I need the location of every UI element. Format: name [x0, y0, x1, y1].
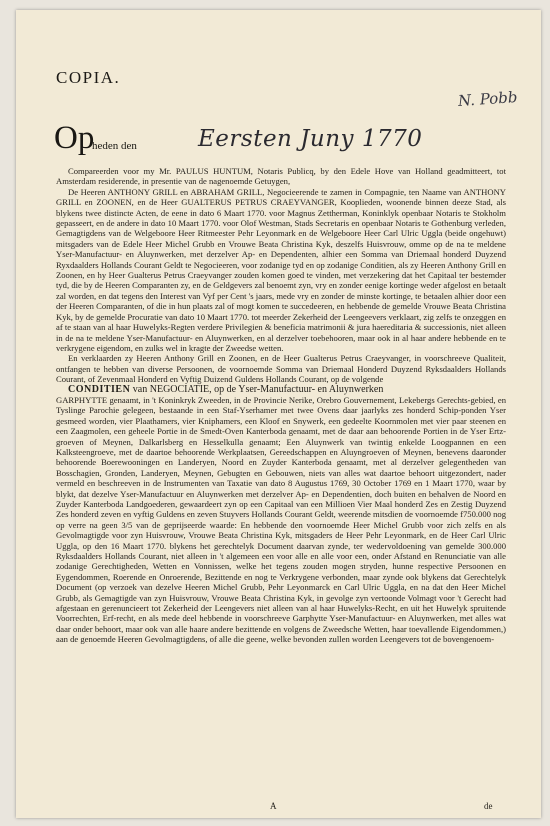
- conditions-text: GARPHYTTE genaamt, in 't Koninkryk Zweeden, in de Provincie Nerike, Orebro Gouvernement, Lekebergs Gerechts-gebied, en Tyslinge Parochie gelegeen, bestaande in een Staf-Yserhamer met twee Ovens daar jaarlyks zes honderd Schip-ponden Yser gesmeed worden, vier Plaathamers, vier Kniphamers, een Kloof en Snywerk, een gedeelte Koornmolen met vier paar steenen en een Zaagmolen, een geheele Portie in de Smedt-Oven Kanterboda genaamt, met de daar aan behoorende Portien in de Yser Ertz-groeven of Meynen, Dalkarlsberg en Hesselkulla genaamt; Een Aluynwerk van twintig enkelde Loogpannen en een Kalksteengroeve, met de daartoe behoorende Werkplaatsen, Gereedschappen en Aluyngroeven of Meynen, benevens daaronder behoorende Boerewooningen en Landeryen, Noord en Zuyder Kanterboda genaamt, met al derzelver gelegentheden van Bosschagien, Gronden, Landeryen, Meynen, Gebugten en Gebouwen, niets van alles wat daartoe behoort uitgezondert, nader vermeld en beschreeven in de Instrumenten van Taxatie van dato 8 Augustus 1769, 30 October 1769 en 1 Maart 1770, waar by blykt, dat dezelve Yser-Manufactuur en Aluynwerken met derzelver Ap- en Dependentien, doch buiten en behalven de Noord en Zuyder Kanterboda Landgoederen, gewaardeert zyn op een Capitaal van een Millioen Vier Maal honderd Zes en Zestig Duyzend Zes honderd zeven en vyftig Guldens en zeven Stuyvers Hollands Courant Geldt, weerende mitsdien de voornoemde f750.000 nog op verre na geen 3/5 van de geprijseerde waarde: En hebbende den voornoemde Heer Michel Grubb voor zich zelfs en als Gevolmagtigde voor zyn Huisvrouw, Vrouwe Beata Christina Kyk, mitsgaders de Heer Pehr Leyonmark, en de Heer Carl Ulric Uggla, op den 16 Maart 1770. blykens het gerechtelyk Document daarvan zynde, ter wedervoldoening van gemelde 300.000 Ryksdaalders Hollands Courant, niet alleen in 't algemeen een voor alle en alle voor een, onder Afstand en Renunciatie van alle zodanige Gerechtigheden, Wetten en Vonnissen, welke het tegens zouden mogen stryden, hunne respective Persoonen en Eygendommen, Roerende en Onroerende, Bezittende en nog te Verkrygene verbonden, maar zynde ook blykens dat Gerechtelyk Document (op verzoek van dezelve Heeren Michel Grubb, Pehr Leyonmarck en Carl Ulric Uggla, en na dat den Heer Michel Grubb, als Gemagtigde van zyn Huisvrouw, Vrouwe Beata Christina Kyk, in gevolge zyn vertoonde Volmagt voor 't Gerecht had afgestaan en gerenuncieert tot Zekerheid der Leengevers niet alleen van al haar Huwelyks-Recht, en uit het Huwelyk spruitende Voorrechten, Erf-recht, en als mede deel hebbende in voorschreeve Garphytte Yser-Manufactuur- en Aluynwerken, met alles wat daar onder behoort, maar ook van alle haare andere bezittende en volgens de Zweedsche Wetten, haar toevallende Eigendommen,) aan de genoemde Heeren Gevolmagtigdens, of alle die geene, welke bevonden zullen worden Leengevers tot de bovengenoem-: [56, 394, 506, 645]
- decorative-initial: Op: [54, 120, 95, 156]
- handwritten-signature: N. Pobb: [457, 87, 518, 111]
- conditions-heading-bold: CONDITIEN: [68, 383, 131, 395]
- date-prefix: heden den: [92, 140, 137, 152]
- conditions-heading: [56, 385, 506, 395]
- document-body: [56, 166, 506, 645]
- paragraph-3: En verklaarden zy Heeren Anthony Grill en Zoonen, en de Heer Gualterus Petrus Craeyvanger, in voorschreeve Qualiteit, ontfangen te hebben van diverse Persoonen, de voornoemde Somma van Driemaal Honderd Duyzend Ryksdaalders Hollands Courant, of Zevenmaal Honderd en Vyftig Duizend Guldens Hollands Courant, op de volgende: [56, 353, 506, 385]
- document-page: [16, 10, 541, 818]
- date-line: [54, 120, 514, 164]
- paragraph-1: Compareerden voor my Mr. PAULUS HUNTUM, Notaris Publicq, by den Edele Hove van Holland geadmitteert, tot Amsterdam residerende, in presentie van de nagenoemde Getuygen,: [56, 166, 506, 187]
- catchword: de: [484, 801, 493, 811]
- handwritten-date: Eersten Juny 1770: [198, 126, 423, 152]
- signature-mark: A: [270, 801, 277, 811]
- document-title: COPIA.: [56, 68, 121, 87]
- paragraph-2: De Heeren ANTHONY GRILL en ABRAHAM GRILL, Negocieerende te zamen in Compagnie, ten Naame van ANTHONY GRILL en ZOONEN, en de Heer GUALTERUS PETRUS CRAEYVANGER, Kooplieden, woonende binnen deeze Stad, als blykens twee distincte Acten, de eene in dato 6 Maart 1770. voor Magnus Zettherman, Koninklyk openbaar Notaris te Stokholm gepasseert, en de andere in dato 10 Maart 1770. voor Olof Westman, Stads Secretaris en openbaar Notaris te Gothenburg verleden, Gemagtigdens van de Welgeboore Heer Ritmeester Pehr Leyonmark en de Welgeboore Heer Carl Ulric Uggla (beide ongehuwt) mitsgaders van de Edele Heer Michel Grubb en Vrouwe Beata Christina Kyk, deszelfs Huisvrouw, omme op de na te meldene Yser-Manufactuur- en Aluynwerken, met derzelver Ap- en Dependenten, alhier een Somma van Driemaal honderd Duyzend Ryxdaalders Hollands Courant Geldt te Negocieeren, voor zodanige tyd en op zodanige Conditien, als zy Heeren Anthony Grill en Zoonen, en hy Heer Gualterus Petrus Craeyvanger zouden komen goed te vinden, met verzekering dat het Capitaal ter bestemder tyd, die by de Heeren Comparanten zy, en de Geldgevers zal benoemt zyn, vry en zonder eenige kortinge weder afgelost en betaalt zal worden, en dat tegens den Interest van Vyf per Cent 's jaars, mede vry en zonder de minste kortinge, te betaalen alhier door een der Heeren Comparanten, of die in hun plaats zal of mogt komen te succedeeren, en hebbende de gemelde Vrouwe Beata Christina Kyk, by de gemelde Procuratie van dato 10 Maart 1770. tot meerder Zekerheid der Leengeevers verklaart, zig zelfs te onzeggen en af te staan van al haar Huwelyks-Regten verdere Privilegien & beneficia matrimonii & jura haereditaria & successionis, niet alleen in de na te meldene Yser-Manufactuur- en Aluynwerken, en al derzelver toebehooren, maar ook in al haar andere hebbende en te verkrygene eigendom, en zulks wel in kragte der Zweedse wetten.: [56, 186, 506, 353]
- conditions-heading-rest: van NEGOCIATIE, op de Yser-Manufactuur- en Aluynwerken: [132, 383, 384, 395]
- header: [56, 68, 120, 88]
